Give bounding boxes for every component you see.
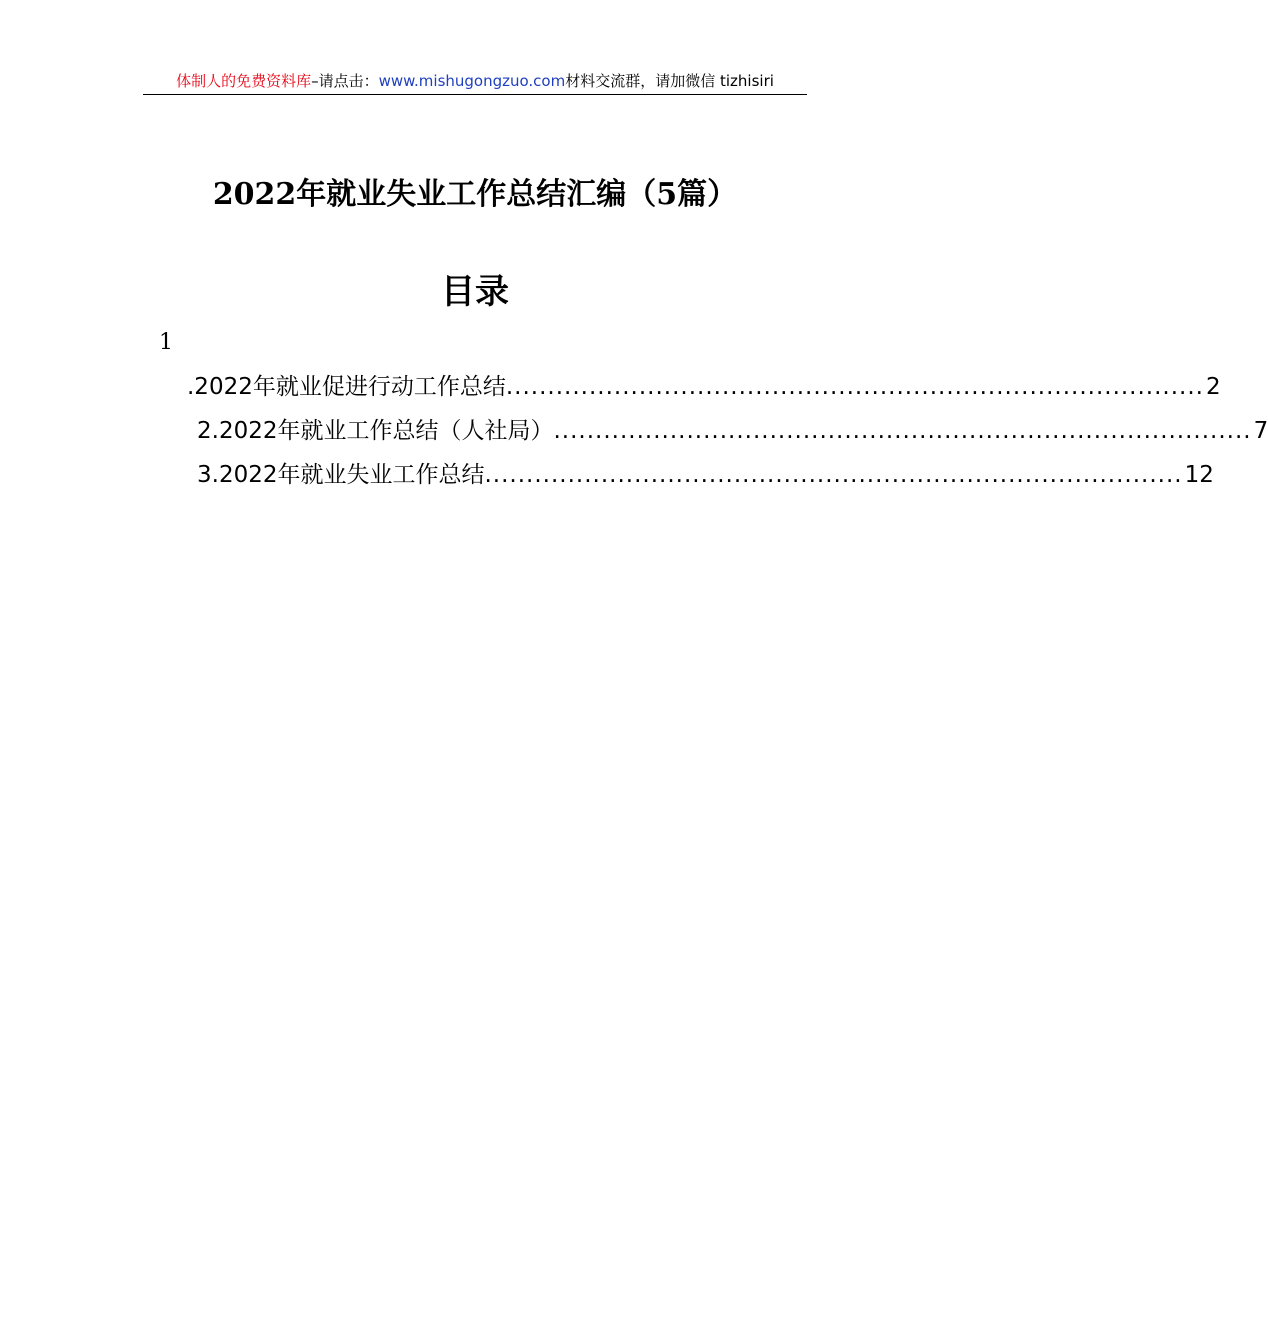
header-contact: 材料交流群，请加微信 tizhisiri <box>565 72 774 90</box>
toc-heading: 目录 <box>441 272 509 312</box>
toc-number: 1 <box>159 330 173 355</box>
toc-item-label: .2022年就业促进行动工作总结 <box>187 374 506 400</box>
toc-item-label: 3.2022年就业失业工作总结 <box>197 462 485 488</box>
toc-item[interactable] <box>197 409 1268 453</box>
page-header <box>143 68 807 95</box>
toc-dot-leader: .................................................................................... <box>553 418 1252 444</box>
toc-dot-leader: .................................................................................... <box>484 462 1183 488</box>
toc-item-page: 2 <box>1206 374 1221 400</box>
header-url-link[interactable]: www.mishugongzuo.com <box>378 72 566 90</box>
toc-item-label: 2.2022年就业工作总结（人社局） <box>197 418 554 444</box>
header-prompt: –请点击： <box>311 72 379 90</box>
toc-item-page: 12 <box>1184 462 1214 488</box>
document-title: 2022年就业失业工作总结汇编（5篇） <box>212 177 738 212</box>
header-site-name: 体制人的免费资料库 <box>176 72 312 90</box>
toc-item[interactable] <box>197 453 1214 497</box>
toc-item-page: 7 <box>1253 418 1268 444</box>
toc-dot-leader: .................................................................................... <box>505 374 1204 400</box>
toc-item[interactable] <box>187 365 1221 409</box>
